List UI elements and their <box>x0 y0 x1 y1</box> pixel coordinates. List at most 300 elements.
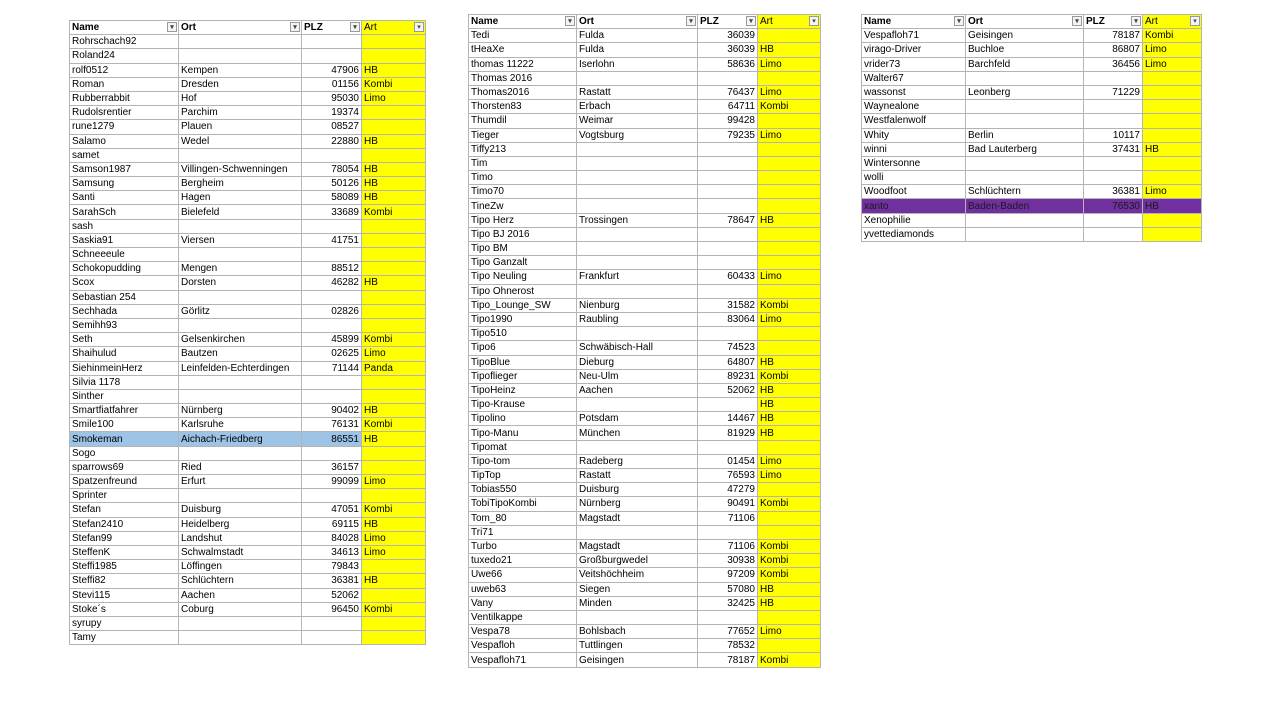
table-row[interactable] <box>469 625 821 639</box>
cell-art[interactable]: Limo <box>362 91 426 105</box>
cell-plz[interactable]: 76593 <box>698 469 758 483</box>
cell-plz[interactable]: 76131 <box>302 418 362 432</box>
cell-ort[interactable]: München <box>577 426 698 440</box>
cell-name[interactable]: TineZw <box>469 199 577 213</box>
cell-art[interactable]: HB <box>1143 142 1202 156</box>
cell-art[interactable] <box>1143 85 1202 99</box>
cell-plz[interactable]: 99099 <box>302 475 362 489</box>
cell-name[interactable]: Stefan99 <box>70 531 179 545</box>
cell-plz[interactable] <box>698 327 758 341</box>
cell-name[interactable]: Smile100 <box>70 418 179 432</box>
cell-plz[interactable]: 90491 <box>698 497 758 511</box>
cell-ort[interactable] <box>577 398 698 412</box>
cell-art[interactable] <box>362 262 426 276</box>
table-row[interactable] <box>469 185 821 199</box>
cell-art[interactable] <box>758 639 821 653</box>
table-row[interactable] <box>469 242 821 256</box>
cell-plz[interactable] <box>698 242 758 256</box>
cell-plz[interactable] <box>698 227 758 241</box>
cell-art[interactable]: Limo <box>758 469 821 483</box>
cell-ort[interactable]: Mengen <box>179 262 302 276</box>
cell-name[interactable]: Sebastian 254 <box>70 290 179 304</box>
cell-name[interactable]: xanto <box>862 199 966 213</box>
cell-name[interactable]: Stefan <box>70 503 179 517</box>
cell-name[interactable]: SiehinmeinHerz <box>70 361 179 375</box>
cell-plz[interactable] <box>1084 213 1143 227</box>
cell-name[interactable]: Tim <box>469 156 577 170</box>
cell-ort[interactable]: Hagen <box>179 191 302 205</box>
cell-name[interactable]: Whity <box>862 128 966 142</box>
table-row[interactable] <box>862 142 1202 156</box>
cell-ort[interactable] <box>577 242 698 256</box>
filter-dropdown-icon[interactable]: ▾ <box>290 22 300 32</box>
cell-plz[interactable] <box>698 142 758 156</box>
cell-art[interactable] <box>362 120 426 134</box>
cell-ort[interactable]: Tuttlingen <box>577 639 698 653</box>
cell-name[interactable]: Tipo Ohnerost <box>469 284 577 298</box>
table-row[interactable] <box>862 199 1202 213</box>
column-header-name[interactable] <box>862 15 966 29</box>
cell-ort[interactable]: Frankfurt <box>577 270 698 284</box>
cell-name[interactable]: Tipo6 <box>469 341 577 355</box>
cell-name[interactable]: Tipo-Manu <box>469 426 577 440</box>
cell-plz[interactable]: 46282 <box>302 276 362 290</box>
cell-ort[interactable]: Landshut <box>179 531 302 545</box>
cell-ort[interactable]: Veitshöchheim <box>577 568 698 582</box>
cell-plz[interactable] <box>302 248 362 262</box>
table-row[interactable] <box>70 91 426 105</box>
table-row[interactable] <box>469 284 821 298</box>
table-row[interactable] <box>469 128 821 142</box>
cell-art[interactable] <box>758 156 821 170</box>
cell-art[interactable] <box>362 35 426 49</box>
table-row[interactable] <box>70 460 426 474</box>
cell-plz[interactable] <box>302 49 362 63</box>
cell-art[interactable] <box>758 227 821 241</box>
cell-name[interactable]: Tipo Ganzalt <box>469 256 577 270</box>
cell-name[interactable]: winni <box>862 142 966 156</box>
cell-ort[interactable] <box>577 185 698 199</box>
table-row[interactable] <box>70 574 426 588</box>
table-row[interactable] <box>469 398 821 412</box>
cell-plz[interactable] <box>698 398 758 412</box>
cell-art[interactable]: Limo <box>758 454 821 468</box>
cell-name[interactable]: Rubberrabbit <box>70 91 179 105</box>
cell-ort[interactable]: Nienburg <box>577 298 698 312</box>
cell-name[interactable]: rune1279 <box>70 120 179 134</box>
cell-art[interactable] <box>362 304 426 318</box>
column-header-plz[interactable] <box>302 21 362 35</box>
cell-plz[interactable] <box>698 156 758 170</box>
cell-ort[interactable] <box>577 256 698 270</box>
cell-plz[interactable] <box>698 440 758 454</box>
cell-ort[interactable]: Fulda <box>577 43 698 57</box>
cell-ort[interactable]: Duisburg <box>577 483 698 497</box>
cell-ort[interactable]: Vogtsburg <box>577 128 698 142</box>
cell-art[interactable]: HB <box>758 213 821 227</box>
table-row[interactable] <box>469 483 821 497</box>
cell-ort[interactable] <box>179 35 302 49</box>
table-row[interactable] <box>469 355 821 369</box>
table-row[interactable] <box>862 156 1202 170</box>
cell-plz[interactable]: 96450 <box>302 602 362 616</box>
cell-ort[interactable]: Plauen <box>179 120 302 134</box>
table-row[interactable] <box>70 616 426 630</box>
cell-plz[interactable]: 36456 <box>1084 57 1143 71</box>
cell-name[interactable]: Thomas 2016 <box>469 71 577 85</box>
filter-dropdown-icon[interactable]: ▾ <box>167 22 177 32</box>
cell-name[interactable]: Silvia 1178 <box>70 375 179 389</box>
cell-name[interactable]: tuxedo21 <box>469 554 577 568</box>
cell-art[interactable] <box>362 460 426 474</box>
cell-art[interactable]: Kombi <box>758 100 821 114</box>
table-row[interactable] <box>70 602 426 616</box>
cell-art[interactable]: HB <box>758 412 821 426</box>
cell-name[interactable]: Tiffy213 <box>469 142 577 156</box>
cell-name[interactable]: sparrows69 <box>70 460 179 474</box>
cell-art[interactable]: Kombi <box>362 77 426 91</box>
cell-name[interactable]: Stevi115 <box>70 588 179 602</box>
column-header-ort[interactable] <box>966 15 1084 29</box>
cell-name[interactable]: Samson1987 <box>70 162 179 176</box>
cell-plz[interactable]: 71144 <box>302 361 362 375</box>
cell-name[interactable]: Tobias550 <box>469 483 577 497</box>
cell-art[interactable]: Limo <box>758 128 821 142</box>
filter-dropdown-icon[interactable]: ▾ <box>954 16 964 26</box>
cell-art[interactable] <box>758 327 821 341</box>
cell-ort[interactable]: Kempen <box>179 63 302 77</box>
table-row[interactable] <box>469 554 821 568</box>
cell-name[interactable]: Woodfoot <box>862 185 966 199</box>
cell-art[interactable]: Kombi <box>758 554 821 568</box>
cell-art[interactable]: Limo <box>1143 185 1202 199</box>
cell-art[interactable]: Limo <box>758 85 821 99</box>
cell-name[interactable]: Tamy <box>70 631 179 645</box>
table-row[interactable] <box>469 582 821 596</box>
cell-ort[interactable]: Schwäbisch-Hall <box>577 341 698 355</box>
table-row[interactable] <box>70 446 426 460</box>
cell-ort[interactable]: Barchfeld <box>966 57 1084 71</box>
cell-plz[interactable]: 47051 <box>302 503 362 517</box>
cell-ort[interactable] <box>179 248 302 262</box>
table-row[interactable] <box>70 290 426 304</box>
cell-plz[interactable]: 64711 <box>698 100 758 114</box>
cell-plz[interactable] <box>302 389 362 403</box>
cell-name[interactable]: Timo <box>469 171 577 185</box>
cell-plz[interactable]: 71229 <box>1084 85 1143 99</box>
table-row[interactable] <box>70 162 426 176</box>
filter-dropdown-icon[interactable]: ▾ <box>1072 16 1082 26</box>
cell-ort[interactable]: Neu-Ulm <box>577 369 698 383</box>
cell-art[interactable] <box>362 219 426 233</box>
cell-ort[interactable]: Magstadt <box>577 511 698 525</box>
table-row[interactable] <box>469 596 821 610</box>
cell-plz[interactable]: 37431 <box>1084 142 1143 156</box>
cell-art[interactable]: HB <box>362 574 426 588</box>
cell-art[interactable] <box>362 148 426 162</box>
cell-plz[interactable]: 22880 <box>302 134 362 148</box>
cell-ort[interactable]: Nürnberg <box>179 404 302 418</box>
cell-plz[interactable] <box>698 71 758 85</box>
cell-art[interactable]: HB <box>362 177 426 191</box>
cell-ort[interactable] <box>179 148 302 162</box>
cell-art[interactable] <box>362 49 426 63</box>
cell-name[interactable]: Samsung <box>70 177 179 191</box>
cell-art[interactable] <box>362 560 426 574</box>
cell-ort[interactable] <box>179 290 302 304</box>
table-row[interactable] <box>862 85 1202 99</box>
cell-art[interactable]: Kombi <box>362 333 426 347</box>
cell-plz[interactable]: 47279 <box>698 483 758 497</box>
table-row[interactable] <box>469 653 821 667</box>
cell-ort[interactable] <box>179 616 302 630</box>
cell-ort[interactable]: Großburgwedel <box>577 554 698 568</box>
table-row[interactable] <box>469 57 821 71</box>
cell-plz[interactable] <box>1084 171 1143 185</box>
cell-art[interactable]: HB <box>758 43 821 57</box>
cell-art[interactable] <box>362 318 426 332</box>
cell-name[interactable]: vrider73 <box>862 57 966 71</box>
filter-dropdown-icon[interactable]: ▾ <box>1190 16 1200 26</box>
cell-art[interactable] <box>758 242 821 256</box>
table-row[interactable] <box>70 205 426 219</box>
table-row[interactable] <box>469 426 821 440</box>
cell-ort[interactable]: Viersen <box>179 233 302 247</box>
cell-plz[interactable]: 95030 <box>302 91 362 105</box>
cell-name[interactable]: Ventilkappe <box>469 610 577 624</box>
cell-art[interactable] <box>758 483 821 497</box>
table-row[interactable] <box>70 489 426 503</box>
table-row[interactable] <box>469 85 821 99</box>
cell-art[interactable]: HB <box>758 596 821 610</box>
cell-name[interactable]: Semihh93 <box>70 318 179 332</box>
cell-name[interactable]: Vespafloh <box>469 639 577 653</box>
cell-ort[interactable]: Wedel <box>179 134 302 148</box>
cell-name[interactable]: Tipo Neuling <box>469 270 577 284</box>
cell-name[interactable]: Shaihulud <box>70 347 179 361</box>
cell-ort[interactable]: Rastatt <box>577 469 698 483</box>
filter-dropdown-icon[interactable]: ▾ <box>809 16 819 26</box>
cell-name[interactable]: rolf0512 <box>70 63 179 77</box>
cell-name[interactable]: Smokeman <box>70 432 179 446</box>
table-row[interactable] <box>469 312 821 326</box>
column-header-art[interactable] <box>758 15 821 29</box>
table-row[interactable] <box>469 539 821 553</box>
cell-art[interactable]: Kombi <box>758 369 821 383</box>
cell-ort[interactable]: Bohlsbach <box>577 625 698 639</box>
cell-ort[interactable]: Leinfelden-Echterdingen <box>179 361 302 375</box>
cell-plz[interactable]: 79843 <box>302 560 362 574</box>
cell-art[interactable]: HB <box>758 383 821 397</box>
cell-plz[interactable]: 08527 <box>302 120 362 134</box>
cell-ort[interactable] <box>966 213 1084 227</box>
cell-ort[interactable]: Raubling <box>577 312 698 326</box>
cell-ort[interactable]: Schwalmstadt <box>179 545 302 559</box>
column-header-ort[interactable] <box>179 21 302 35</box>
cell-art[interactable]: HB <box>362 404 426 418</box>
cell-ort[interactable] <box>577 142 698 156</box>
cell-plz[interactable]: 84028 <box>302 531 362 545</box>
cell-art[interactable] <box>758 142 821 156</box>
cell-art[interactable]: Kombi <box>758 497 821 511</box>
table-row[interactable] <box>862 213 1202 227</box>
cell-ort[interactable]: Dieburg <box>577 355 698 369</box>
cell-art[interactable] <box>1143 71 1202 85</box>
cell-plz[interactable]: 74523 <box>698 341 758 355</box>
cell-art[interactable] <box>362 588 426 602</box>
cell-ort[interactable] <box>179 49 302 63</box>
cell-art[interactable]: HB <box>758 355 821 369</box>
cell-plz[interactable]: 02625 <box>302 347 362 361</box>
cell-ort[interactable] <box>577 199 698 213</box>
cell-name[interactable]: Wintersonne <box>862 156 966 170</box>
table-row[interactable] <box>469 525 821 539</box>
cell-plz[interactable]: 36157 <box>302 460 362 474</box>
cell-ort[interactable]: Nürnberg <box>577 497 698 511</box>
cell-ort[interactable] <box>966 114 1084 128</box>
cell-plz[interactable]: 52062 <box>698 383 758 397</box>
table-row[interactable] <box>469 327 821 341</box>
cell-art[interactable] <box>362 446 426 460</box>
cell-name[interactable]: thomas 11222 <box>469 57 577 71</box>
table-row[interactable] <box>469 213 821 227</box>
cell-name[interactable]: Tipo510 <box>469 327 577 341</box>
table-row[interactable] <box>70 560 426 574</box>
cell-ort[interactable]: Trossingen <box>577 213 698 227</box>
cell-name[interactable]: Tipo Herz <box>469 213 577 227</box>
cell-name[interactable]: Thorsten83 <box>469 100 577 114</box>
cell-ort[interactable] <box>966 227 1084 241</box>
cell-plz[interactable]: 78647 <box>698 213 758 227</box>
cell-art[interactable]: Limo <box>362 475 426 489</box>
table-row[interactable] <box>70 318 426 332</box>
cell-ort[interactable] <box>179 631 302 645</box>
table-row[interactable] <box>469 440 821 454</box>
cell-art[interactable] <box>1143 114 1202 128</box>
table-row[interactable] <box>469 610 821 624</box>
cell-art[interactable]: HB <box>362 162 426 176</box>
cell-plz[interactable]: 86807 <box>1084 43 1143 57</box>
cell-art[interactable] <box>362 631 426 645</box>
cell-ort[interactable]: Radeberg <box>577 454 698 468</box>
cell-plz[interactable] <box>698 525 758 539</box>
table-row[interactable] <box>70 35 426 49</box>
cell-art[interactable]: Kombi <box>362 503 426 517</box>
cell-name[interactable]: wassonst <box>862 85 966 99</box>
table-row[interactable] <box>70 545 426 559</box>
cell-ort[interactable]: Karlsruhe <box>179 418 302 432</box>
filter-dropdown-icon[interactable]: ▾ <box>350 22 360 32</box>
cell-ort[interactable]: Baden-Baden <box>966 199 1084 213</box>
cell-name[interactable]: TobiTipoKombi <box>469 497 577 511</box>
table-row[interactable] <box>70 588 426 602</box>
cell-plz[interactable]: 31582 <box>698 298 758 312</box>
cell-ort[interactable]: Buchloe <box>966 43 1084 57</box>
cell-art[interactable] <box>1143 100 1202 114</box>
cell-art[interactable]: Limo <box>1143 57 1202 71</box>
cell-ort[interactable] <box>577 71 698 85</box>
cell-plz[interactable]: 02826 <box>302 304 362 318</box>
cell-art[interactable] <box>362 233 426 247</box>
cell-art[interactable] <box>758 185 821 199</box>
cell-plz[interactable] <box>698 256 758 270</box>
cell-plz[interactable]: 52062 <box>302 588 362 602</box>
table-row[interactable] <box>70 191 426 205</box>
cell-name[interactable]: Stefan2410 <box>70 517 179 531</box>
cell-name[interactable]: TipTop <box>469 469 577 483</box>
cell-ort[interactable] <box>179 389 302 403</box>
cell-ort[interactable]: Dresden <box>179 77 302 91</box>
cell-ort[interactable]: Aichach-Friedberg <box>179 432 302 446</box>
cell-ort[interactable]: Berlin <box>966 128 1084 142</box>
cell-art[interactable]: HB <box>758 398 821 412</box>
cell-plz[interactable]: 76530 <box>1084 199 1143 213</box>
cell-name[interactable]: Salamo <box>70 134 179 148</box>
cell-plz[interactable]: 90402 <box>302 404 362 418</box>
cell-art[interactable] <box>758 114 821 128</box>
table-row[interactable] <box>469 156 821 170</box>
cell-name[interactable]: Thomas2016 <box>469 85 577 99</box>
cell-name[interactable]: Tipolino <box>469 412 577 426</box>
table-row[interactable] <box>469 639 821 653</box>
table-row[interactable] <box>70 432 426 446</box>
cell-art[interactable] <box>1143 171 1202 185</box>
table-row[interactable] <box>862 128 1202 142</box>
cell-art[interactable] <box>758 341 821 355</box>
column-header-name[interactable] <box>70 21 179 35</box>
cell-name[interactable]: Tipo-tom <box>469 454 577 468</box>
cell-plz[interactable] <box>1084 71 1143 85</box>
cell-name[interactable]: wolli <box>862 171 966 185</box>
cell-name[interactable]: Westfalenwolf <box>862 114 966 128</box>
table-row[interactable] <box>70 517 426 531</box>
cell-plz[interactable]: 78187 <box>698 653 758 667</box>
cell-name[interactable]: Tipo BM <box>469 242 577 256</box>
cell-ort[interactable] <box>179 446 302 460</box>
table-row[interactable] <box>70 276 426 290</box>
cell-plz[interactable]: 58636 <box>698 57 758 71</box>
cell-art[interactable]: Kombi <box>758 653 821 667</box>
cell-plz[interactable] <box>302 219 362 233</box>
cell-name[interactable]: Schokopudding <box>70 262 179 276</box>
cell-name[interactable]: Stoke´s <box>70 602 179 616</box>
cell-ort[interactable] <box>577 327 698 341</box>
cell-name[interactable]: Turbo <box>469 539 577 553</box>
cell-name[interactable]: Rohrschach92 <box>70 35 179 49</box>
cell-name[interactable]: Scox <box>70 276 179 290</box>
cell-name[interactable]: Thumdil <box>469 114 577 128</box>
cell-art[interactable]: Kombi <box>362 418 426 432</box>
cell-art[interactable] <box>1143 213 1202 227</box>
table-row[interactable] <box>70 503 426 517</box>
cell-name[interactable]: Tieger <box>469 128 577 142</box>
cell-art[interactable]: Kombi <box>362 602 426 616</box>
table-row[interactable] <box>469 341 821 355</box>
cell-ort[interactable] <box>577 525 698 539</box>
table-row[interactable] <box>862 71 1202 85</box>
cell-name[interactable]: Schneeeule <box>70 248 179 262</box>
cell-ort[interactable] <box>966 100 1084 114</box>
cell-name[interactable]: Uwe66 <box>469 568 577 582</box>
table-row[interactable] <box>862 57 1202 71</box>
cell-plz[interactable] <box>698 610 758 624</box>
cell-ort[interactable]: Iserlohn <box>577 57 698 71</box>
table-row[interactable] <box>70 631 426 645</box>
table-row[interactable] <box>70 63 426 77</box>
cell-art[interactable]: Limo <box>758 625 821 639</box>
cell-ort[interactable]: Löffingen <box>179 560 302 574</box>
cell-plz[interactable]: 83064 <box>698 312 758 326</box>
